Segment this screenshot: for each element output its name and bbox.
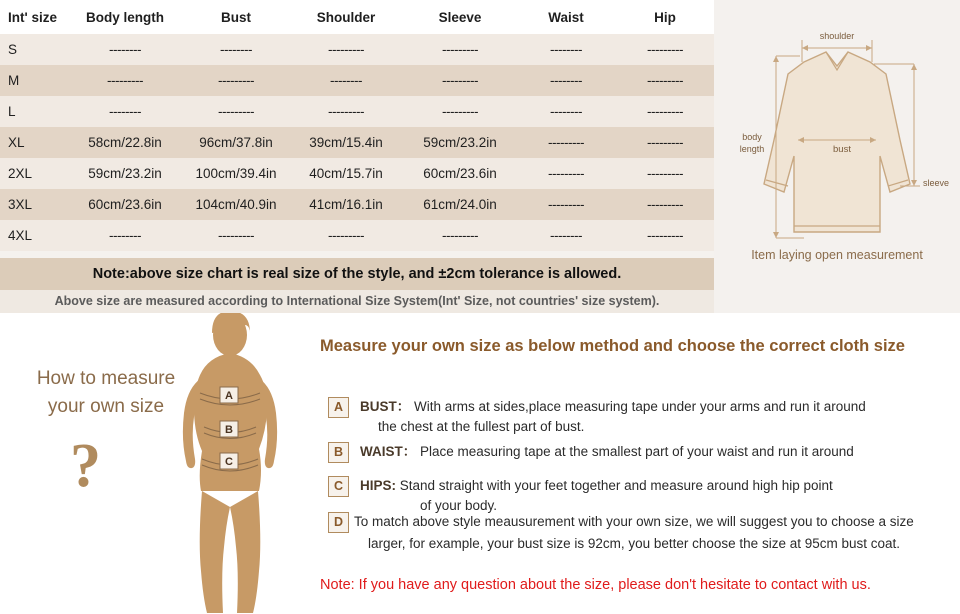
col-header-shoulder: Shoulder [288, 0, 404, 34]
cell-size: XL [0, 127, 66, 158]
diagram-label-length: length [739, 144, 765, 154]
cell-size: M [0, 65, 66, 96]
silhouette-badge-b: B [225, 424, 233, 436]
measure-item-b [360, 442, 940, 461]
cell-shoulder: 40cm/15.7in [288, 158, 404, 189]
table-row [0, 158, 714, 189]
cell-waist: --------- [516, 158, 616, 189]
cell-sleeve: --------- [404, 96, 516, 127]
how-to-measure-line1: How to measure [36, 368, 176, 389]
cell-body-length: 60cm/23.6in [66, 189, 184, 220]
measure-item-a-line1: With arms at sides,place measuring tape under your arms and run it around [414, 399, 866, 414]
cell-shoulder: --------- [288, 220, 404, 251]
measure-badge-b: B [328, 442, 349, 463]
table-row [0, 96, 714, 127]
contact-note: Note: If you have any question about the size, please don't hesitate to contact with us. [320, 577, 871, 593]
body-silhouette [160, 313, 310, 614]
col-header-sleeve: Sleeve [404, 0, 516, 34]
cell-bust: -------- [184, 34, 288, 65]
measure-item-d-line2: larger, for example, your bust size is 92cm, you better choose the size at 95cm bust coat. [368, 536, 901, 551]
cell-shoulder: 39cm/15.4in [288, 127, 404, 158]
cell-waist: --------- [516, 189, 616, 220]
tolerance-note: Note:above size chart is real size of the style, and ±2cm tolerance is allowed. [0, 258, 714, 290]
cell-body-length: 58cm/22.8in [66, 127, 184, 158]
measure-badge-d: D [328, 512, 349, 533]
size-system-note: Above size are measured according to International Size System(Int' Size, not countries' size system). [0, 290, 714, 313]
cell-size: 3XL [0, 189, 66, 220]
cell-shoulder: --------- [288, 96, 404, 127]
cell-body-length: 59cm/23.2in [66, 158, 184, 189]
question-mark-icon: ? [70, 432, 101, 500]
measure-badge-a: A [328, 397, 349, 418]
cell-bust: --------- [184, 65, 288, 96]
size-table [0, 0, 714, 251]
cell-shoulder: 41cm/16.1in [288, 189, 404, 220]
cell-bust: --------- [184, 220, 288, 251]
cell-hip: --------- [616, 65, 714, 96]
measure-badge-c: C [328, 476, 349, 497]
measure-item-b-line1: Place measuring tape at the smallest part of your waist and run it around [420, 444, 854, 459]
cell-sleeve: --------- [404, 34, 516, 65]
cell-hip: --------- [616, 158, 714, 189]
cell-sleeve: 59cm/23.2in [404, 127, 516, 158]
size-table-container [0, 0, 714, 313]
diagram-caption: Item laying open measurement [751, 248, 923, 262]
measure-instructions-title: Measure your own size as below method and choose the correct cloth size [320, 337, 905, 355]
measure-item-c-line1: Stand straight with your feet together and measure around high hip point [399, 478, 833, 493]
cell-body-length: -------- [66, 96, 184, 127]
col-header-hip: Hip [616, 0, 714, 34]
cell-shoulder: -------- [288, 65, 404, 96]
cell-body-length: --------- [66, 65, 184, 96]
cell-hip: --------- [616, 96, 714, 127]
cell-sleeve: 61cm/24.0in [404, 189, 516, 220]
table-row [0, 65, 714, 96]
diagram-label-bust: bust [833, 144, 851, 155]
col-header-waist: Waist [516, 0, 616, 34]
silhouette-badge-a: A [225, 390, 233, 402]
cell-hip: --------- [616, 34, 714, 65]
garment-diagram [714, 0, 960, 313]
measure-item-b-label: WAIST： [360, 444, 417, 459]
cell-bust: 96cm/37.8in [184, 127, 288, 158]
measure-item-c-line2: of your body. [420, 498, 498, 513]
cell-body-length: -------- [66, 220, 184, 251]
cell-sleeve: --------- [404, 220, 516, 251]
table-row [0, 127, 714, 158]
measure-item-c [360, 476, 940, 495]
cell-size: S [0, 34, 66, 65]
cell-size: L [0, 96, 66, 127]
diagram-label-sleeve: sleeve [922, 178, 950, 188]
col-header-bust: Bust [184, 0, 288, 34]
cell-waist: -------- [516, 220, 616, 251]
measure-item-d-line1: To match above style meausurement with your own size, we will suggest you to choose a size [354, 514, 914, 529]
cell-hip: --------- [616, 127, 714, 158]
garment-diagram-svg [714, 0, 960, 250]
cell-waist: -------- [516, 65, 616, 96]
cell-size: 2XL [0, 158, 66, 189]
cell-body-length: -------- [66, 34, 184, 65]
cell-sleeve: 60cm/23.6in [404, 158, 516, 189]
diagram-label-shoulder: shoulder [819, 31, 855, 41]
measure-item-a-line2: the chest at the fullest part of bust. [378, 419, 585, 434]
cell-waist: -------- [516, 34, 616, 65]
table-header-row [0, 0, 714, 34]
cell-hip: --------- [616, 220, 714, 251]
table-row [0, 220, 714, 251]
bottom-section [0, 313, 960, 614]
table-row [0, 189, 714, 220]
col-header-int-size: Int' size [0, 0, 66, 34]
measure-item-c-label: HIPS: [360, 478, 397, 493]
table-row [0, 34, 714, 65]
cell-bust: 104cm/40.9in [184, 189, 288, 220]
silhouette-badge-c: C [225, 456, 233, 468]
measure-item-a [360, 397, 940, 416]
cell-bust: 100cm/39.4in [184, 158, 288, 189]
cell-bust: --------- [184, 96, 288, 127]
cell-waist: -------- [516, 96, 616, 127]
cell-shoulder: --------- [288, 34, 404, 65]
measure-item-a-label: BUST： [360, 399, 411, 414]
diagram-label-body: body [742, 132, 762, 142]
cell-sleeve: --------- [404, 65, 516, 96]
cell-size: 4XL [0, 220, 66, 251]
cell-hip: --------- [616, 189, 714, 220]
col-header-body-length: Body length [66, 0, 184, 34]
cell-waist: --------- [516, 127, 616, 158]
how-to-measure-line2: your own size [47, 396, 165, 417]
